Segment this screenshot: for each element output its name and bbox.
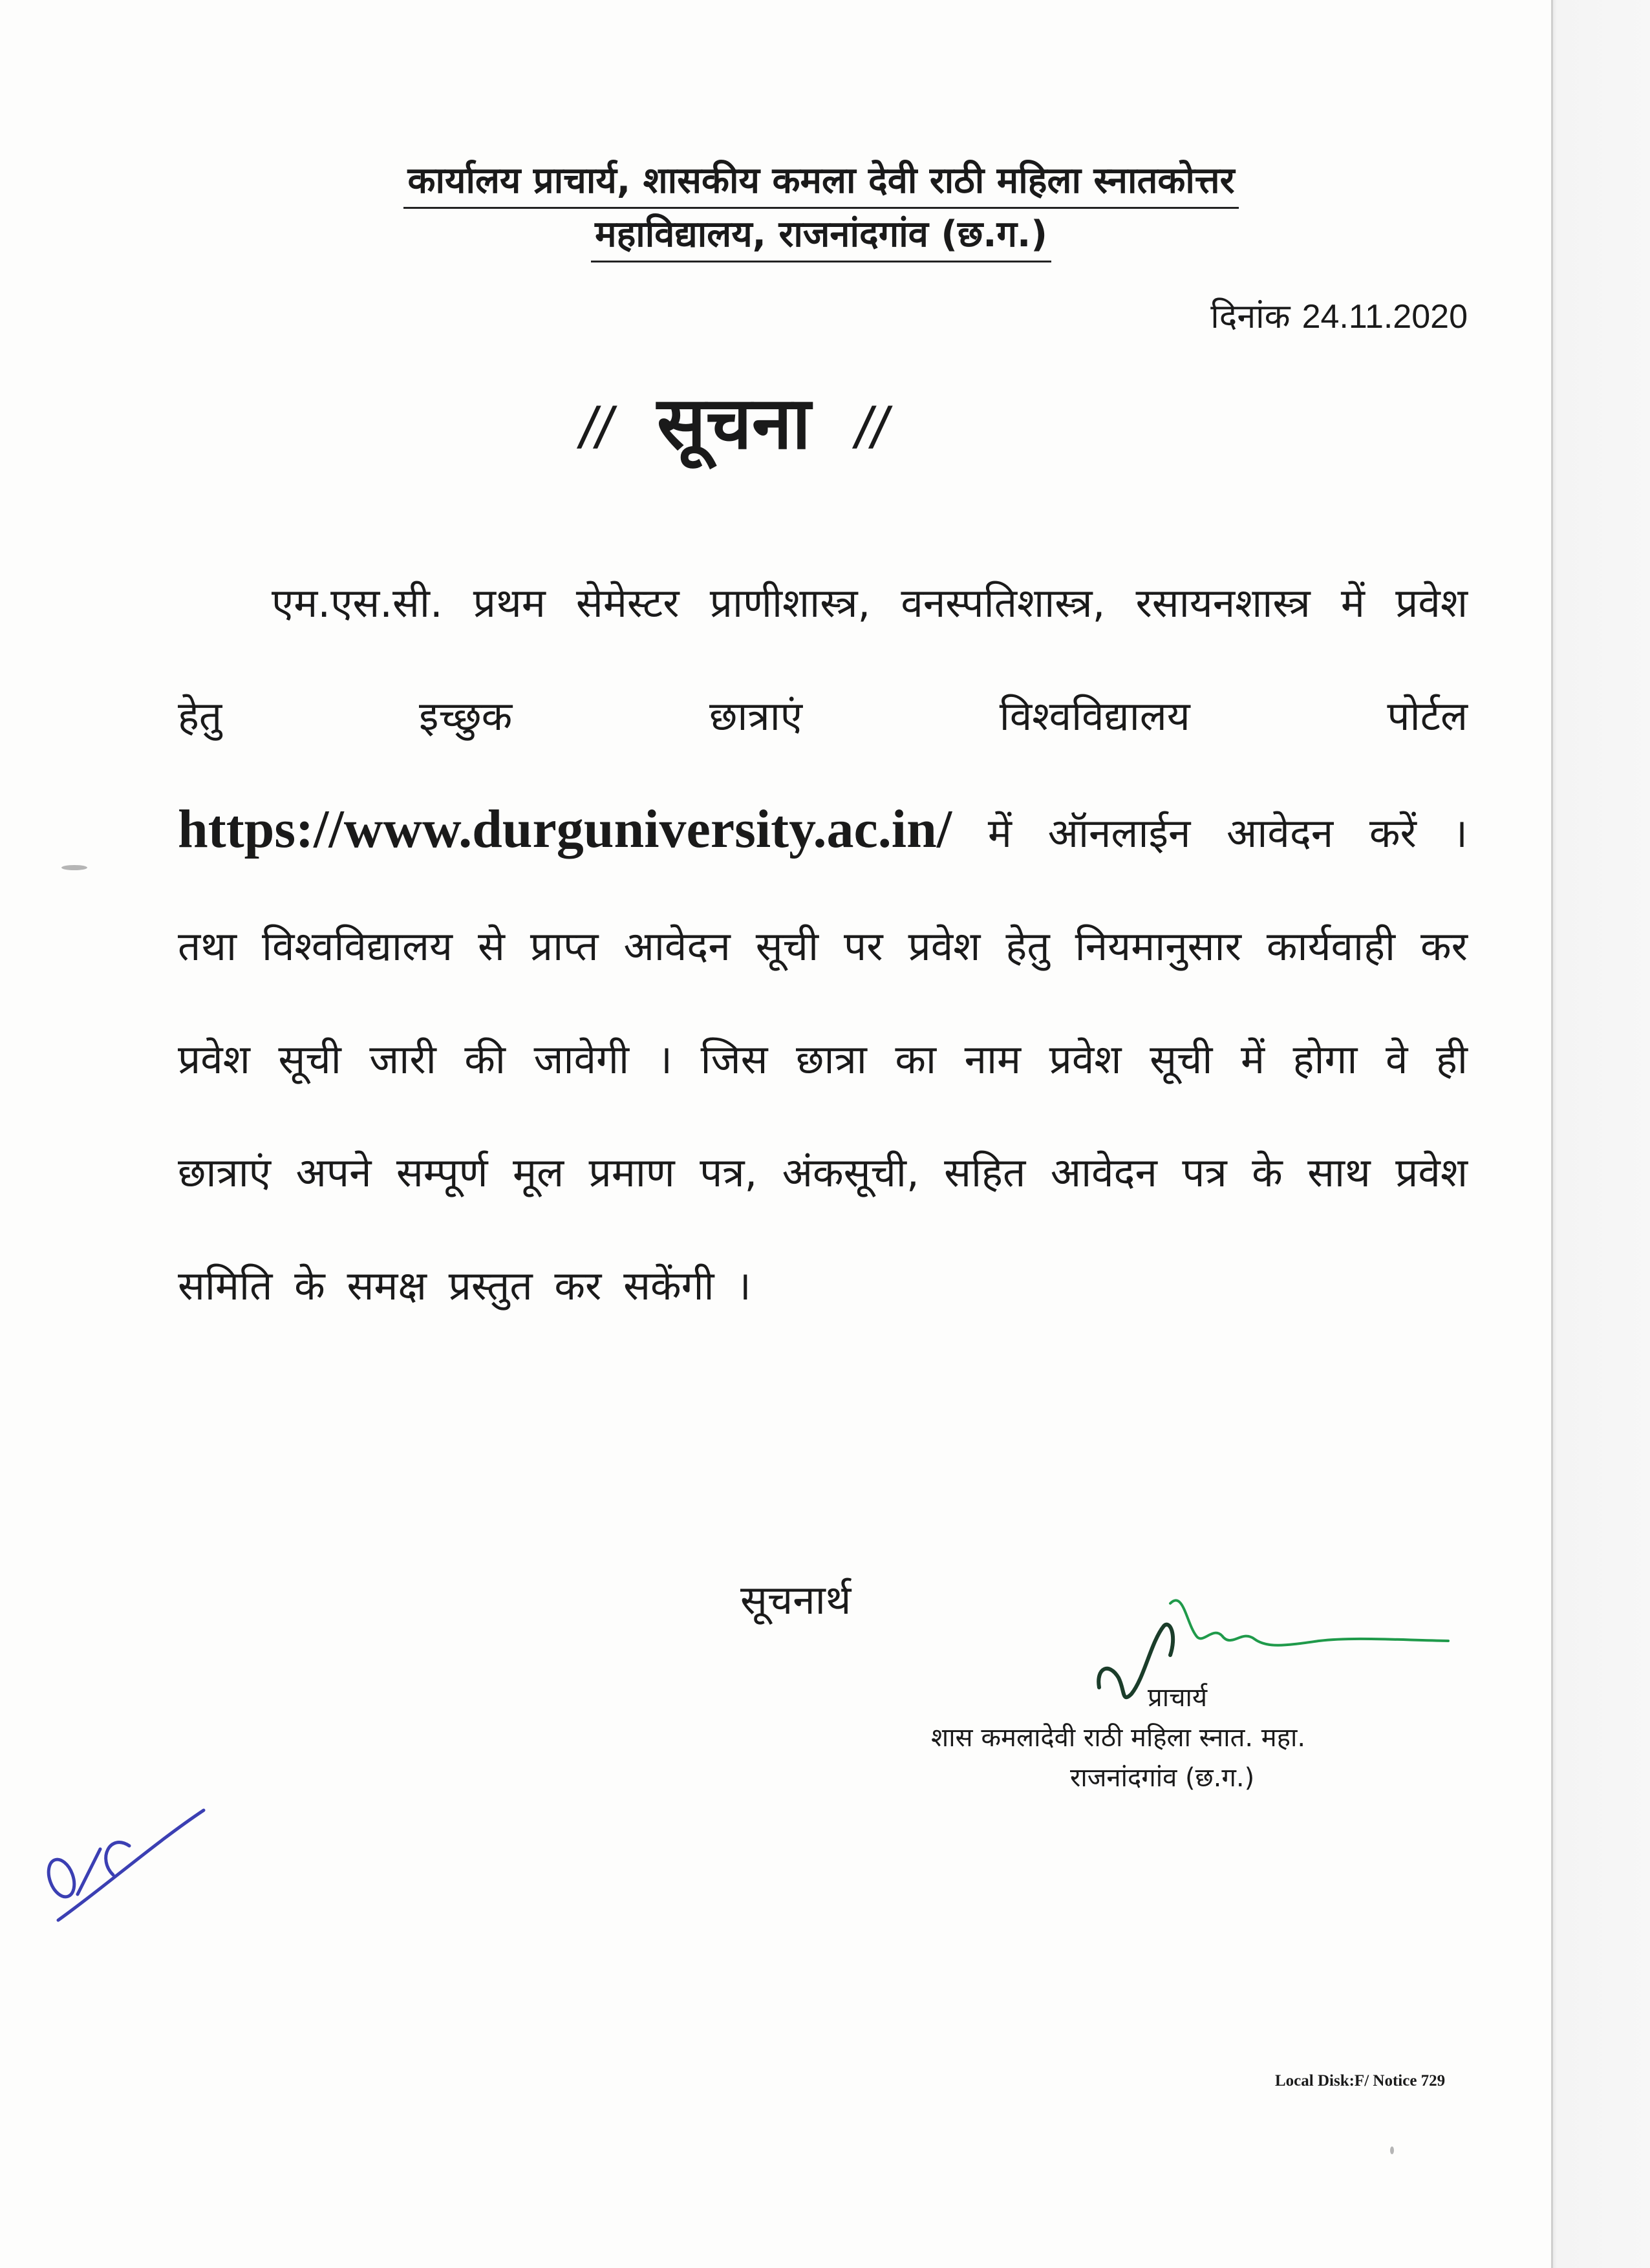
signature-stroke-green [1170,1600,1448,1645]
title-slash-left: // [579,396,612,461]
body-text-end: में ऑनलाईन आवेदन करें । तथा विश्वविद्यालय से प्राप्त आवेदन सूची पर प्रवेश हेतु नियमानुसार कार्यवाही कर प्रवेश सूची जारी की जावेगी । जिस छात्रा का नाम प्रवेश सूची में होगा वे ही छात्राएं अपने सम्पूर्ण मूल प्रमाण पत्र, अंकसूची, सहित आवेदन पत्र के साथ प्रवेश समिति के समक्ष प्रस्तुत कर सकेंगी । [178,809,1468,1309]
title-slash-right: // [855,396,888,461]
scan-edge [1551,0,1650,2268]
signatory-block [931,1678,1468,1798]
date-value: 24.11.2020 [1302,298,1468,336]
body-text-start: एम.एस.सी. प्रथम सेमेस्टर प्राणीशास्त्र, वनस्पतिशास्त्र, रसायनशास्त्र में प्रवेश हेतु इच्छुक छात्राएं विश्वविद्यालय पोर्टल [178,579,1468,740]
handwritten-oc-mark [32,1797,213,1927]
notice-title [0,375,1468,477]
signatory-institution: शास कमलादेवी राठी महिला स्नात. महा. [931,1723,1306,1753]
scan-speck [61,865,87,870]
for-information-label: सूचनार्थ [740,1576,852,1623]
letterhead-line-1: कार्यालय प्राचार्य, शासकीय कमला देवी राठी महिला स्नातकोत्तर [403,155,1238,209]
date-row [1210,294,1468,339]
title-text: सूचना [657,381,811,465]
signatory-role: प्राचार्य [1148,1683,1208,1713]
date-label: दिनांक [1210,297,1291,336]
notice-body [178,546,1468,1342]
portal-url: https://www.durguniversity.ac.in/ [178,799,952,859]
file-reference: Local Disk:F/ Notice 729 [1275,2072,1446,2090]
signatory-place: राजनांदगांव (छ.ग.) [1070,1763,1255,1793]
scan-speck [1390,2146,1394,2154]
letterhead-line-2: महाविद्यालय, राजनांदगांव (छ.ग.) [591,209,1051,262]
letterhead [213,155,1429,262]
